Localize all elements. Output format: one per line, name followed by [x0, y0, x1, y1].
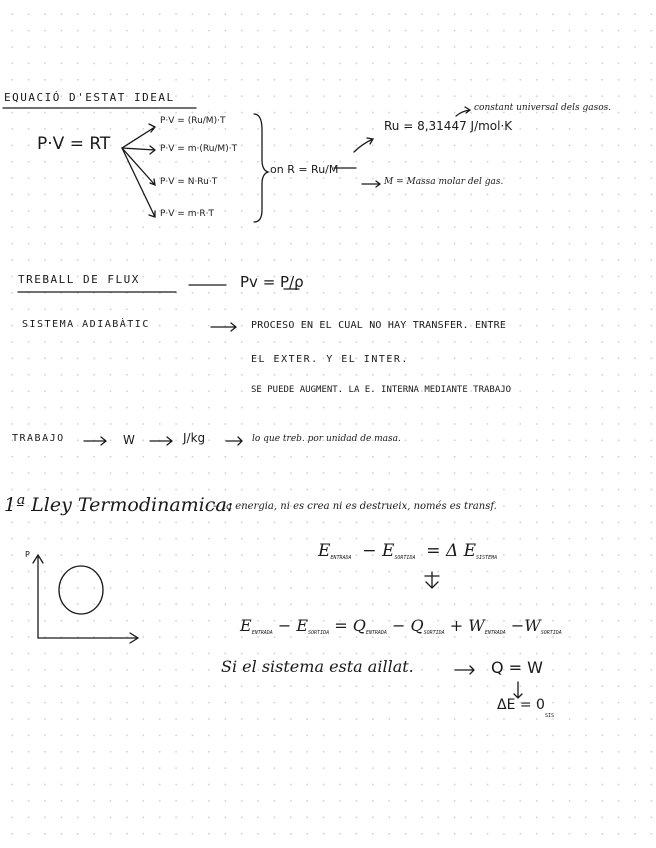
- trabajo-arrow-2: [150, 437, 172, 445]
- work-unit: J/kg: [183, 431, 206, 445]
- energy-balance-equation: $E_{ENTRADA} - E_{SORTIDA} = \Delta$ $E_{SISTEMA}$: [318, 541, 498, 561]
- ideal-gas-form-3: P·V = N·Ru·T: [160, 177, 218, 187]
- adiabatic-line-3: SE PUEDE AUGMENT. LA E. INTERNA MEDIANTE TRABAJO: [251, 385, 512, 395]
- energy-balance-expanded: $E_{ENTRADA} - E_{SORTIDA} = Q_{ENTRADA} - Q_{SORTIDA} + W_{ENTRADA} -W_{SORTIDA}$: [240, 616, 562, 636]
- branch-arrow-1: [122, 124, 155, 148]
- ideal-gas-form-1: P·V = (Ru/M)·T: [160, 116, 226, 126]
- ideal-gas-heading: EQUACIÓ D'ESTAT IDEAL: [4, 91, 175, 104]
- flow-work-heading: TREBALL DE FLUX: [18, 273, 140, 286]
- ru-note: constant universal dels gasos.: [474, 103, 612, 113]
- curly-brace: [254, 114, 268, 222]
- ideal-gas-form-2: P·V = m·(Ru/M)·T: [160, 144, 238, 154]
- trabajo-arrow-3: [226, 437, 242, 445]
- ru-note-arrow: [456, 107, 470, 116]
- isolated-system-text: Si el sistema esta aillat.: [221, 657, 414, 676]
- work-note: lo que treb. por unidad de masa.: [252, 434, 401, 444]
- m-arrow: [362, 181, 380, 187]
- adiabatic-heading: SISTEMA ADIABÀTIC: [22, 319, 150, 330]
- ru-arrow: [354, 138, 373, 152]
- r-definition: on R = Ru/M: [270, 163, 339, 176]
- equation-down-arrow: [425, 572, 439, 588]
- trabajo-arrow-1: [84, 437, 106, 445]
- adiabatic-line-2: EL EXTER. Y EL INTER.: [251, 354, 409, 365]
- isolated-arrow: [455, 666, 474, 674]
- pv-cycle: [59, 566, 103, 614]
- work-symbol: W: [123, 433, 135, 447]
- ideal-gas-form-4: P·V = m·R·T: [160, 209, 214, 219]
- ideal-gas-main-equation: P·V = RT: [37, 134, 111, 154]
- pv-axis-label: P: [25, 550, 30, 559]
- first-law-subheading: -- la energia, ni es crea ni es destrueix, només es transf.: [213, 501, 497, 512]
- pv-axes: [33, 555, 138, 643]
- flow-work-formula: Pv = P/ρ: [240, 273, 304, 291]
- delta-e-zero: $\Delta E = 0_{SIS}$: [497, 697, 554, 719]
- adiabatic-arrow: [211, 323, 236, 331]
- adiabatic-line-1: PROCESO EN EL CUAL NO HAY TRANSFER. ENTRE: [251, 320, 507, 331]
- isolated-result: Q = W: [491, 658, 543, 677]
- q-w-down-arrow: [514, 682, 522, 698]
- ru-value: Ru = 8,31447 J/mol·K: [384, 119, 513, 133]
- m-note: M = Massa molar del gas.: [384, 177, 504, 187]
- trabajo-label: TRABAJO: [12, 433, 65, 444]
- first-law-heading: 1ª Lley Termodinamica:: [4, 494, 234, 516]
